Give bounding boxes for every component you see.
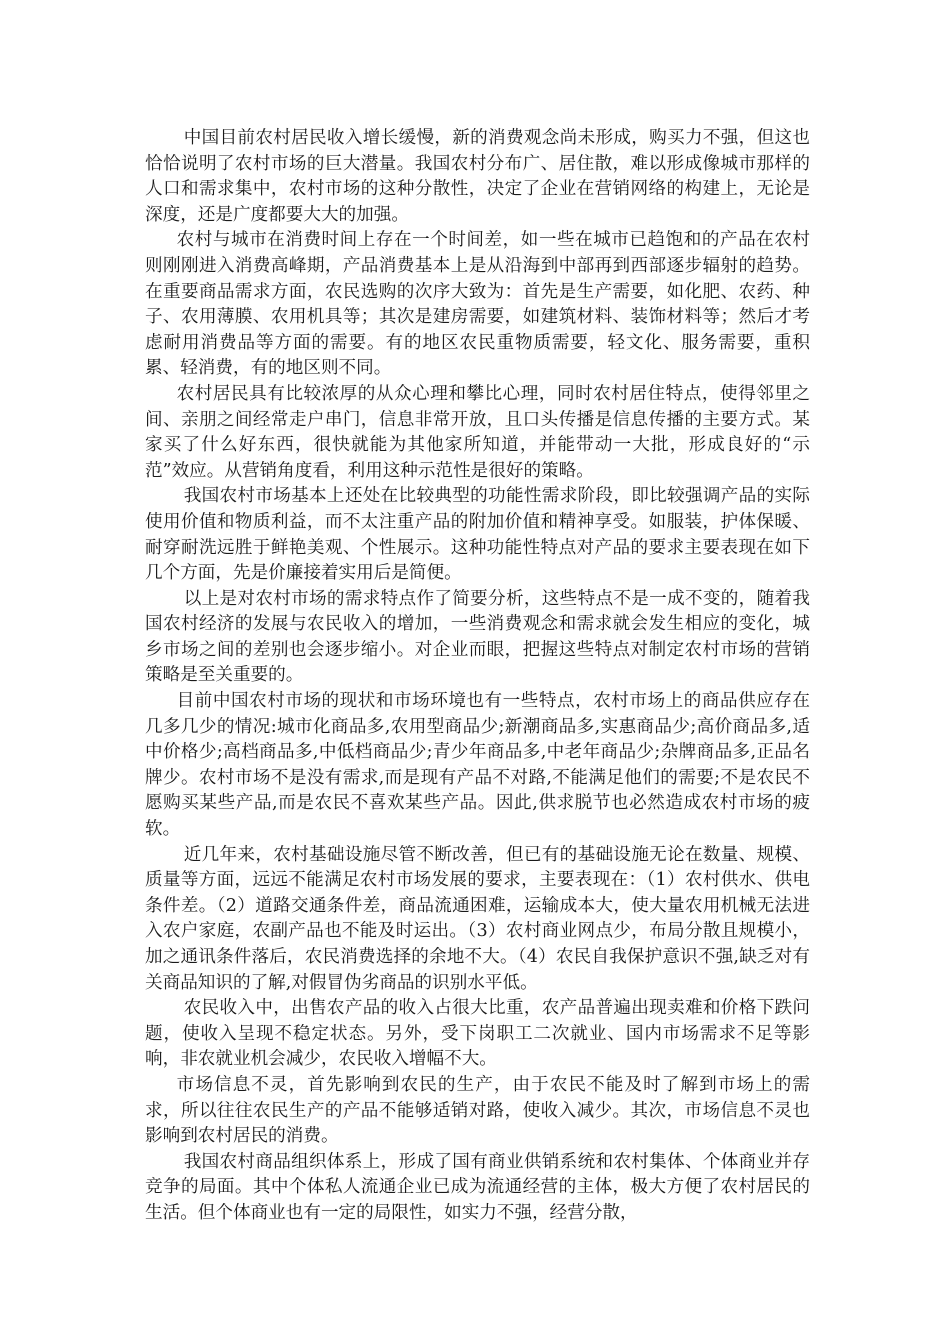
paragraph-5: 以上是对农村市场的需求特点作了简要分析，这些特点不是一成不变的，随着我国农村经济的发展与农民收入的增加，一些消费观念和需求就会发生相应的变化，城乡市场之间的差别也会逐步缩小。对企业而眼，把握这些特点对制定农村市场的营销策略是至关重要的。 [145,588,810,686]
paragraph-8: 农民收入中，出售农产品的收入占很大比重，农产品普遍出现卖难和价格下跌问题，使收入呈现不稳定状态。另外，受下岗职工二次就业、国内市场需求不足等影响，非农就业机会减少，农民收入增幅不大。 [145,998,810,1070]
paragraph-6: 目前中国农村市场的现状和市场环境也有一些特点，农村市场上的商品供应存在几多几少的情况:城市化商品多,农用型商品少;新潮商品多,实惠商品少;高价商品多,适中价格少;高档商品多,中低档商品少;青少年商品多,中老年商品少;杂牌商品多,正品名牌少。农村市场不是没有需求,而是现有产品不对路,不能满足他们的需要;不是农民不愿购买某些产品,而是农民不喜欢某些产品。因此,供求脱节也必然造成农村市场的疲软。 [145,691,810,840]
paragraph-2: 农村与城市在消费时间上存在一个时间差，如一些在城市已趋饱和的产品在农村则刚刚进入消费高峰期，产品消费基本上是从沿海到中部再到西部逐步辐射的趋势。在重要商品需求方面，农民选购的次序大致为：首先是生产需要，如化肥、农药、种子、农用薄膜、农用机具等；其次是建房需要，如建筑材料、装饰材料等；然后才考虑耐用消费品等方面的需要。有的地区农民重物质需要，轻文化、服务需要，重积累、轻消费，有的地区则不同。 [145,230,810,379]
paragraph-9: 市场信息不灵，首先影响到农民的生产，由于农民不能及时了解到市场上的需求，所以往往农民生产的产品不能够适销对路，使收入减少。其次，市场信息不灵也影响到农村居民的消费。 [145,1074,810,1147]
paragraph-7: 近几年来，农村基础设施尽管不断改善，但已有的基础设施无论在数量、规模、质量等方面，远远不能满足农村市场发展的要求，主要表现在：（1）农村供水、供电条件差。（2）道路交通条件差，商品流通困难，运输成本大，使大量农用机械无法进入农户家庭，农副产品也不能及时运出。（3）农村商业网点少，布局分散且规模小，加之通讯条件落后，农民消费选择的余地不大。（4）农民自我保护意识不强,缺乏对有关商品知识的了解,对假冒伪劣商品的识别水平低。 [145,844,810,993]
paragraph-10: 我国农村商品组织体系上，形成了国有商业供销系统和农村集体、个体商业并存竞争的局面。其中个体私人流通企业已成为流通经营的主体，极大方便了农村居民的生活。但个体商业也有一定的局限性，如实力不强，经营分散， [145,1151,810,1223]
paragraph-3: 农村居民具有比较浓厚的从众心理和攀比心理，同时农村居住特点，使得邻里之间、亲朋之间经常走户串门，信息非常开放，且口头传播是信息传播的主要方式。某家买了什么好东西，很快就能为其他家所知道，并能带动一大批，形成良好的“示范”效应。从营销角度看，利用这种示范性是很好的策略。 [145,383,810,481]
paragraph-4: 我国农村市场基本上还处在比较典型的功能性需求阶段，即比较强调产品的实际使用价值和物质利益，而不太注重产品的附加价值和精神享受。如服装，护体保暖、耐穿耐洗远胜于鲜艳美观、个性展示。这种功能性特点对产品的要求主要表现在如下几个方面，先是价廉接着实用后是简便。 [145,486,810,584]
paragraph-1: 中国目前农村居民收入增长缓慢，新的消费观念尚未形成，购买力不强，但这也恰恰说明了农村市场的巨大潜量。我国农村分布广、居住散，难以形成像城市那样的人口和需求集中，农村市场的这种分散性，决定了企业在营销网络的构建上，无论是深度，还是广度都要大大的加强。 [145,128,810,225]
document-body [145,126,810,1227]
